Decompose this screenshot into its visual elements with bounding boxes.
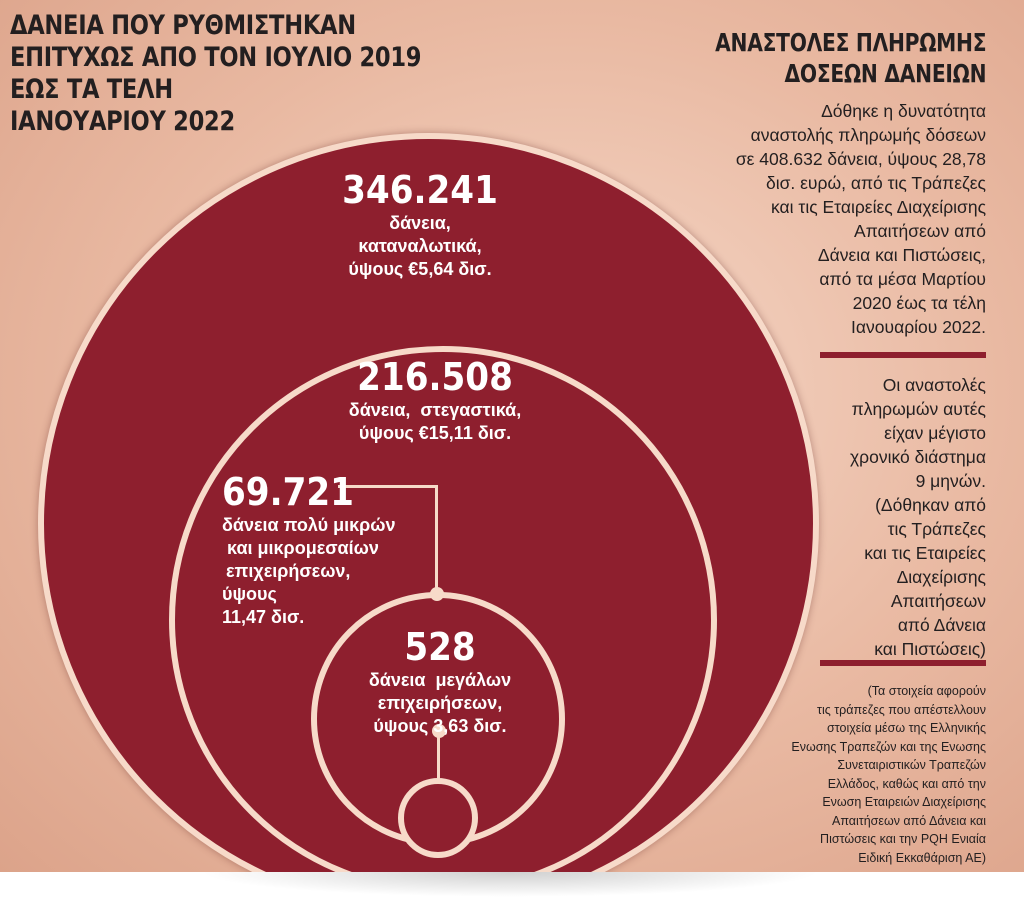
circle-inner-ring bbox=[398, 778, 478, 858]
side-text-line: δισ. ευρώ, από τις Τράπεζες bbox=[765, 173, 986, 193]
loan-description-line: ύψους bbox=[222, 584, 277, 604]
side-text-line: είχαν μέγιστο bbox=[884, 423, 986, 443]
side-text-line: Απαιτήσεων bbox=[890, 591, 986, 611]
side-text-line: αναστολής πληρωμής δόσεων bbox=[750, 125, 986, 145]
loan-description-line: καταναλωτικά, bbox=[358, 236, 482, 256]
footnote-line: Συνεταιριστικών Τραπεζών bbox=[837, 758, 986, 772]
side-title-line: ΔΟΣΕΩΝ ΔΑΝΕΙΩΝ bbox=[784, 59, 986, 88]
connector-line bbox=[437, 734, 440, 782]
side-text-line: πληρωμών αυτές bbox=[851, 399, 986, 419]
loan-count: 216.508 bbox=[357, 355, 513, 399]
side-text-line: και Πιστώσεις) bbox=[874, 639, 986, 659]
loan-description-line: επιχειρήσεων, bbox=[377, 693, 503, 713]
loan-description-line: δάνεια πολύ μικρών bbox=[222, 515, 396, 535]
main-title-line: ΙΑΝΟΥΑΡΙΟΥ 2022 bbox=[10, 106, 235, 137]
side-title-line: ΑΝΑΣΤΟΛΕΣ ΠΛΗΡΩΜΗΣ bbox=[714, 28, 986, 57]
footnote-line: Ελλάδος, καθώς και από την bbox=[827, 776, 986, 791]
loan-description-line: ύψους €15,11 δισ. bbox=[358, 423, 512, 443]
side-paragraph-payment-suspensions bbox=[736, 99, 986, 339]
loan-description-line: 11,47 δισ. bbox=[222, 607, 305, 627]
loan-description-line: δάνεια, bbox=[389, 213, 451, 233]
side-text-line: Δάνεια και Πιστώσεις, bbox=[817, 245, 986, 265]
side-text-line: σε 408.632 δάνεια, ύψους 28,78 bbox=[735, 149, 986, 169]
label-housing-loans bbox=[290, 355, 580, 445]
label-small-business-loans bbox=[222, 470, 472, 629]
footnote-line: Πιστώσεις και την ΡQΗ Ενιαία bbox=[820, 832, 986, 846]
label-consumer-loans bbox=[270, 168, 570, 281]
side-text-line: Δόθηκε η δυνατότητα bbox=[821, 101, 986, 121]
side-text-line: Διαχείρισης bbox=[896, 567, 986, 587]
side-text-line: Απαιτήσεων από bbox=[854, 221, 986, 241]
side-text-line: χρονικό διάστημα bbox=[849, 447, 986, 467]
main-title bbox=[10, 10, 421, 138]
loan-description-line: δάνεια μεγάλων bbox=[368, 670, 512, 690]
footnote-line: τις τράπεζες που απέστελλουν bbox=[817, 702, 986, 717]
side-title bbox=[715, 27, 986, 89]
loan-description-line: ύψους €5,64 δισ. bbox=[348, 259, 492, 279]
side-text-line: από τα μέσα Μαρτίου bbox=[819, 269, 986, 289]
side-text-line: και τις Εταιρείες Διαχείρισης bbox=[771, 197, 986, 217]
loan-description-line: επιχειρήσεων, bbox=[226, 561, 351, 581]
loan-count: 346.241 bbox=[342, 168, 498, 212]
side-text-line: Οι αναστολές bbox=[882, 375, 986, 395]
divider bbox=[820, 352, 986, 358]
main-title-line: ΔΑΝΕΙΑ ΠΟΥ ΡΥΘΜΙΣΤΗΚΑΝ bbox=[10, 10, 356, 41]
loan-description-line: και μικρομεσαίων bbox=[222, 538, 379, 558]
side-text-line: 9 μηνών. bbox=[915, 471, 986, 491]
footnote-line: στοιχεία μέσω της Ελληνικής bbox=[827, 721, 986, 735]
footnote-line: Ειδική Εκκαθάριση ΑΕ) bbox=[858, 850, 986, 865]
side-text-line: 2020 έως τα τέλη bbox=[852, 293, 986, 313]
footnote-line: (Τα στοιχεία αφορούν bbox=[867, 684, 986, 698]
footnote bbox=[791, 682, 986, 867]
side-text-line: Ιανουαρίου 2022. bbox=[851, 317, 986, 337]
footnote-line: Απαιτήσεων από Δάνεια και bbox=[831, 813, 986, 828]
divider bbox=[820, 660, 986, 666]
main-title-line: ΕΠΙΤΥΧΩΣ ΑΠΟ ΤΟΝ ΙΟΥΛΙΟ 2019 bbox=[10, 42, 422, 73]
loan-count: 69.721 bbox=[222, 470, 354, 514]
side-text-line: τις Τράπεζες bbox=[887, 519, 986, 539]
footnote-line: Ενωση Εταιρειών Διαχείρισης bbox=[822, 795, 986, 809]
side-text-line: από Δάνεια bbox=[897, 615, 986, 635]
footnote-line: Ενωσης Τραπεζών και της Ενωσης bbox=[791, 739, 986, 754]
loan-description-line: ύψους 3,63 δισ. bbox=[373, 716, 507, 736]
loan-count: 528 bbox=[404, 625, 476, 669]
label-large-business-loans bbox=[330, 625, 550, 738]
side-text-line: και τις Εταιρείες bbox=[864, 543, 986, 563]
main-title-line: ΕΩΣ ΤΑ ΤΕΛΗ bbox=[10, 74, 173, 105]
side-paragraph-max-duration bbox=[850, 373, 986, 661]
side-text-line: (Δόθηκαν από bbox=[875, 495, 986, 515]
loan-description-line: δάνεια, στεγαστικά, bbox=[348, 400, 522, 420]
page-shadow bbox=[200, 872, 820, 897]
